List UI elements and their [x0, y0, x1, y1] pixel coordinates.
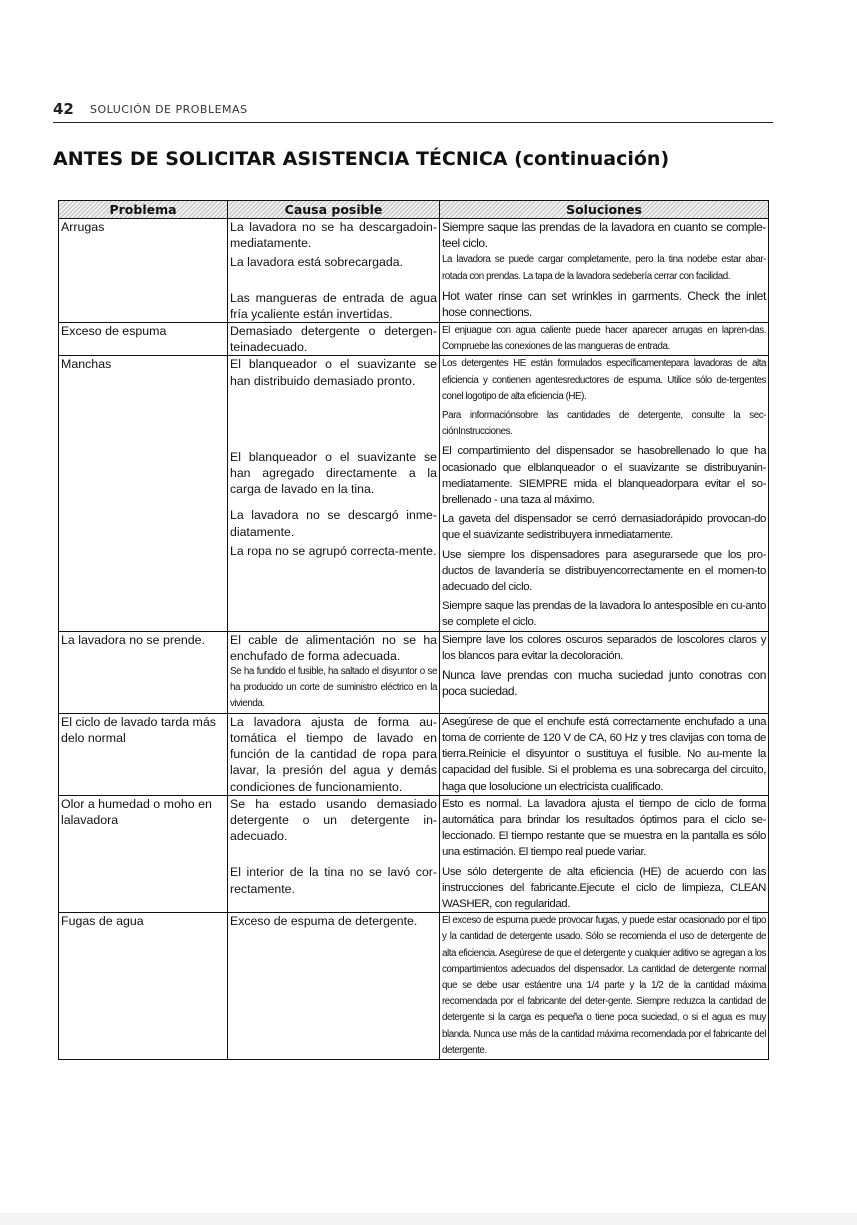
page-title: ANTES DE SOLICITAR ASISTENCIA TÉCNICA (continuación) — [53, 148, 670, 170]
solution-text: El exceso de espuma puede provocar fugas, y puede estar ocasionado por el tipo y la cantidad de detergente usado. Sólo se recomienda el uso de detergente de alta eficiencia. Asegúrese de que el detergente y cualquier aditivo se agregan a los compartimientos adecuados del dispensador. La cantidad de detergente normal que se debe usar estáentre una 1/4 parte y la 1/2 de la cantidad máxima recomendada por el fabricante del deter-gente. Siempre reduzca la cantidad de detergente si la carga es pequeña o tiene poca suciedad, o si el agua es muy blanda. Nunca use más de la cantidad máxima recomendada por el fabricante del detergente. — [442, 915, 766, 1056]
solution-text: La lavadora se puede cargar completamente, pero la tina nodebe estar abar-rotada con prendas. La tapa de la lavadora sedebería cerrar con facilidad. — [442, 254, 766, 282]
solution-cell — [440, 631, 769, 713]
header-problem: Problema — [59, 201, 228, 219]
solution-text: El compartimiento del dispensador se hasobrellenado lo que ha ocasionado que elblanqueador o el suavizante se distribuyanin-mediatamente. SIEMPRE mida el blanqueadorpara evitar el so-brellenado - una taza al máximo. — [442, 445, 766, 507]
cause-cell — [228, 219, 440, 323]
solution-cell — [440, 713, 769, 795]
solution-text: Use siempre los dispensadores para asegurarsede que los pro-ductos de lavandería se distribuyencorrectamente en el momen-to adecuado del ciclo. — [442, 548, 766, 594]
cause-text: El cable de alimentación no se ha enchufado de forma adecuada. — [230, 632, 437, 663]
solution-text: La gaveta del dispensador se cerró demasiadorápido provocan-do que el suavizante sedistribuyera inmediatamente. — [442, 513, 766, 542]
table-row — [59, 323, 769, 356]
page-bottom-edge — [0, 1213, 857, 1225]
problem-cell: Manchas — [59, 356, 228, 631]
page-number: 42 — [53, 100, 74, 118]
cause-text: La lavadora ajusta de forma au-tomática el tiempo de lavado en función de la cantidad de ropa para lavar, la presión del agua y demás condiciones de funcionamiento. — [230, 714, 437, 794]
cause-text: Se ha estado usando demasiado detergente o un detergente in-adecuado. — [230, 796, 437, 844]
solution-text: Asegúrese de que el enchufe está correctamente enchufado a una toma de corriente de 120 V de CA, 60 Hz y tres clavijas con toma de tierra.Reinicie el disyuntor o sustituya el fusible. No au-mente la capacidad del fusible. Si el problema es una sobrecarga del circuito, haga que losolucione un electricista cualificado. — [442, 715, 766, 793]
cause-text: La lavadora no se descargó inme-diatamente. — [230, 508, 437, 539]
table-row — [59, 219, 769, 323]
solution-cell — [440, 356, 769, 631]
solution-text: Para informaciónsobre las cantidades de detergente, consulte la sec-ciónInstrucciones. — [442, 410, 766, 438]
section-title: SOLUCIÓN DE PROBLEMAS — [90, 103, 248, 116]
cause-cell — [228, 913, 440, 1060]
solution-text: Siempre saque las prendas de la lavadora en cuanto se comple-teel ciclo. — [442, 220, 766, 251]
cause-cell — [228, 713, 440, 795]
solution-text: Use sólo detergente de alta eficiencia (HE) de acuerdo con las instrucciones del fabricante.Ejecute el ciclo de limpieza, CLEAN WASHER, con regularidad. — [442, 865, 766, 910]
solution-cell — [440, 219, 769, 323]
table-row — [59, 713, 769, 795]
cause-text: La lavadora no se ha descargadoin-mediatamente. — [230, 220, 437, 251]
problem-cell: Olor a humedad o moho en lalavadora — [59, 795, 228, 912]
solution-cell — [440, 795, 769, 912]
header-solutions: Soluciones — [440, 201, 769, 219]
table-row — [59, 356, 769, 631]
problem-cell: Fugas de agua — [59, 913, 228, 1060]
table-row — [59, 795, 769, 912]
solution-text: Siempre lave los colores oscuros separados de loscolores claros y los blancos para evitar la decoloración. — [442, 633, 766, 662]
cause-text: El blanqueador o el suavizante se han distribuido demasiado pronto. — [230, 357, 437, 388]
cause-text: El interior de la tina no se lavó cor-rectamente. — [230, 865, 437, 896]
cause-text: Demasiado detergente o detergen-teinadecuado. — [230, 324, 437, 355]
cause-cell — [228, 631, 440, 713]
problem-cell: La lavadora no se prende. — [59, 631, 228, 713]
problem-cell: Arrugas — [59, 219, 228, 323]
cause-text: La lavadora está sobrecargada. — [230, 255, 403, 270]
cause-text: La ropa no se agrupó correcta-mente. — [230, 543, 437, 558]
cause-text: Se ha fundido el fusible, ha saltado el disyuntor o se ha producido un corte de suministro eléctrico en la vivienda. — [230, 666, 437, 710]
solution-text: Esto es normal. La lavadora ajusta el tiempo de ciclo de forma automática para brindar los resultados óptimos para el ciclo se-leccionado. El tiempo restante que se muestra en la pantalla es sólo una estimación. El tiempo real puede variar. — [442, 797, 766, 859]
solution-text: Los detergentes HE están formulados específicamentepara lavadoras de alta eficiencia y contienen agentesreductores de espuma. Utilice sólo de-tergentes conel logotipo de alta eficiencia (HE). — [442, 358, 766, 402]
solution-cell — [440, 323, 769, 356]
solution-cell — [440, 913, 769, 1060]
table-row — [59, 913, 769, 1060]
table-row — [59, 631, 769, 713]
header-cause: Causa posible — [228, 201, 440, 219]
solution-text: Nunca lave prendas con mucha suciedad junto conotras con poca suciedad. — [442, 668, 766, 699]
cause-cell — [228, 323, 440, 356]
troubleshooting-table — [58, 200, 769, 1060]
cause-text: Las mangueras de entrada de agua fría ycaliente están invertidas. — [230, 290, 437, 321]
page-header — [53, 100, 773, 123]
solution-text: El enjuague con agua caliente puede hacer aparecer arrugas en lapren-das. Compruebe las conexiones de las mangueras de entrada. — [442, 325, 766, 353]
solution-text: Siempre saque las prendas de la lavadora lo antesposible en cu-anto se complete el ciclo. — [442, 600, 766, 629]
table-header-row — [59, 201, 769, 219]
problem-cell: Exceso de espuma — [59, 323, 228, 356]
cause-cell — [228, 795, 440, 912]
cause-text: El blanqueador o el suavizante se han agregado directamente a la carga de lavado en la tina. — [230, 449, 437, 497]
cause-text: Exceso de espuma de detergente. — [230, 914, 418, 929]
problem-cell: El ciclo de lavado tarda más delo normal — [59, 713, 228, 795]
solution-text: Hot water rinse can set wrinkles in garments. Check the inlet hose connections. — [442, 288, 766, 320]
cause-cell — [228, 356, 440, 631]
